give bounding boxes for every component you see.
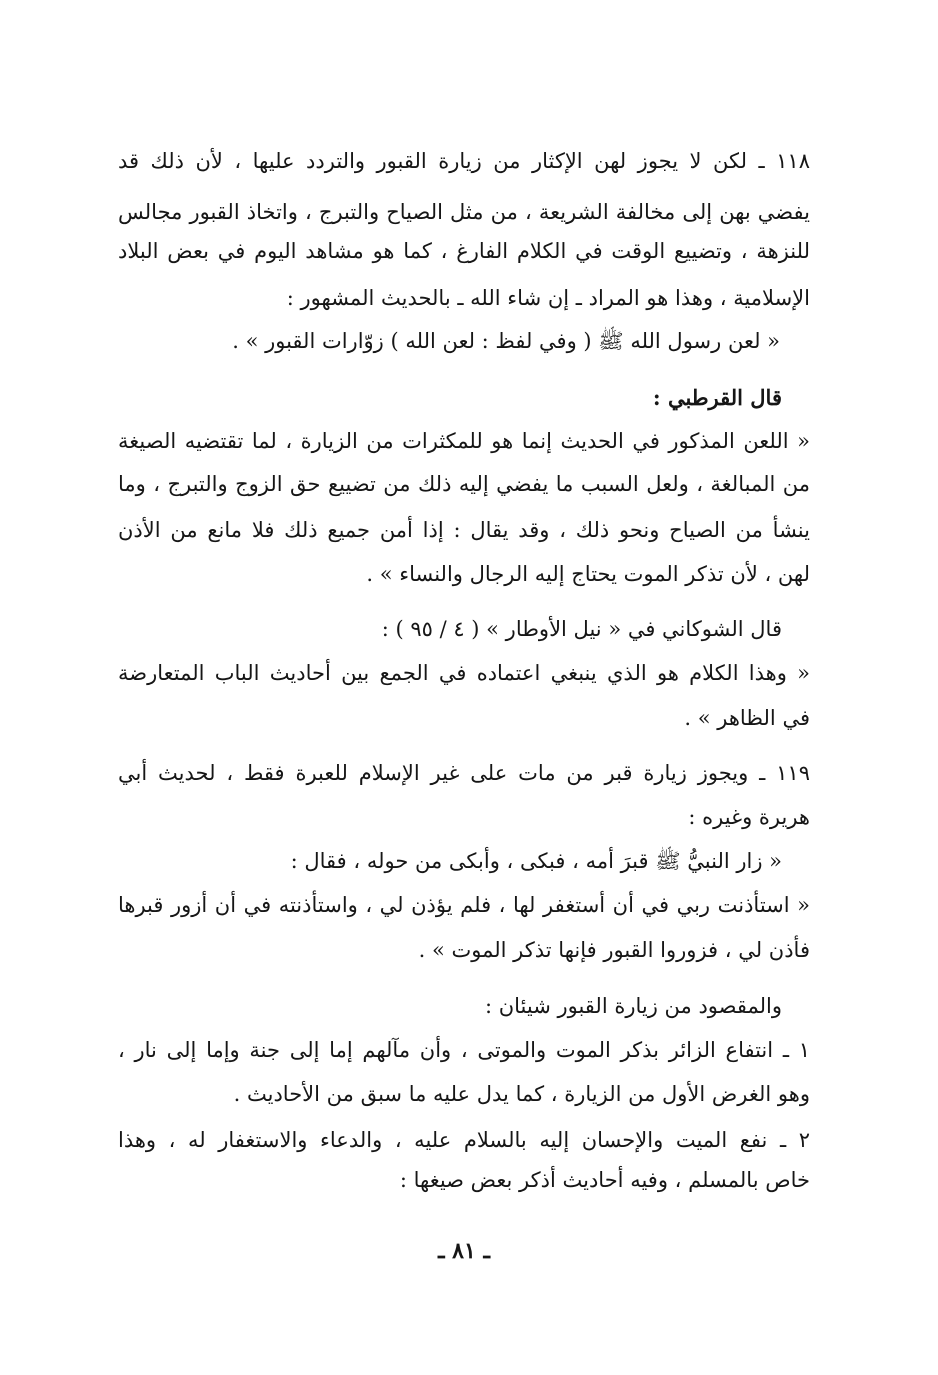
section-heading: قال القرطبي :: [652, 385, 782, 410]
text-line: ١١٩ ـ ويجوز زيارة قبر من مات على غير الإسلام للعبرة فقط ، لحديث أبي: [118, 761, 810, 785]
section-heading: قال الشوكاني في « نيل الأوطار » ( ٤ / ٩٥ ) :: [381, 617, 782, 641]
hadith-line: « زار النبيُّ ﷺ قبرَ أمه ، فبكى ، وأبكى من حوله ، فقال :: [290, 849, 782, 873]
text-line: ١١٨ ـ لكن لا يجوز لهن الإكثار من زيارة القبور والتردد عليها ، لأن ذلك قد: [118, 149, 810, 173]
text-line: الإسلامية ، وهذا هو المراد ـ إن شاء الله ـ بالحديث المشهور :: [286, 286, 810, 310]
hadith-line: فأذن لي ، فزوروا القبور فإنها تذكر الموت » .: [418, 938, 810, 962]
text-line: للنزهة ، وتضييع الوقت في الكلام الفارغ ، كما هو مشاهد اليوم في بعض البلاد: [118, 239, 810, 263]
text-line: والمقصود من زيارة القبور شيئان :: [484, 994, 782, 1018]
text-line: لهن ، لأن تذكر الموت يحتاج إليه الرجال والنساء » .: [366, 562, 810, 586]
list-item-line: ١ ـ انتفاع الزائر بذكر الموت والموتى ، وأن مآلهم إما إلى جنة وإما إلى نار ،: [118, 1038, 810, 1062]
text-line: ينشأ من الصياح ونحو ذلك ، وقد يقال : إذا أمن جميع ذلك فلا مانع من الأذن: [118, 518, 810, 542]
list-item-line: ٢ ـ نفع الميت والإحسان إليه بالسلام عليه ، والدعاء والاستغفار له ، وهذا: [118, 1128, 810, 1152]
hadith-line: « استأذنت ربي في أن أستغفر لها ، فلم يؤذن لي ، واستأذنته في أن أزور قبرها: [118, 893, 810, 917]
text-line: « اللعن المذكور في الحديث إنما هو للمكثرات من الزيارة ، لما تقتضيه الصيغة: [118, 429, 810, 453]
text-line: من المبالغة ، ولعل السبب ما يفضي إليه ذلك من تضييع حق الزوج والتبرج ، وما: [118, 472, 810, 496]
list-item-line: خاص بالمسلم ، وفيه أحاديث أذكر بعض صيغها :: [399, 1168, 810, 1192]
page-number: ـ ٨١ ـ: [438, 1238, 490, 1264]
text-line: « وهذا الكلام هو الذي ينبغي اعتماده في الجمع بين أحاديث الباب المتعارضة: [118, 661, 810, 685]
text-line: في الظاهر » .: [684, 706, 810, 730]
hadith-line: « لعن رسول الله ﷺ ( وفي لفظ : لعن الله ) زوّارات القبور » .: [232, 329, 780, 353]
text-line: هريرة وغيره :: [688, 805, 810, 829]
list-item-line: وهو الغرض الأول من الزيارة ، كما يدل عليه ما سبق من الأحاديث .: [233, 1082, 810, 1106]
text-line: يفضي بهن إلى مخالفة الشريعة ، من مثل الصياح والتبرج ، واتخاذ القبور مجالس: [118, 200, 810, 224]
